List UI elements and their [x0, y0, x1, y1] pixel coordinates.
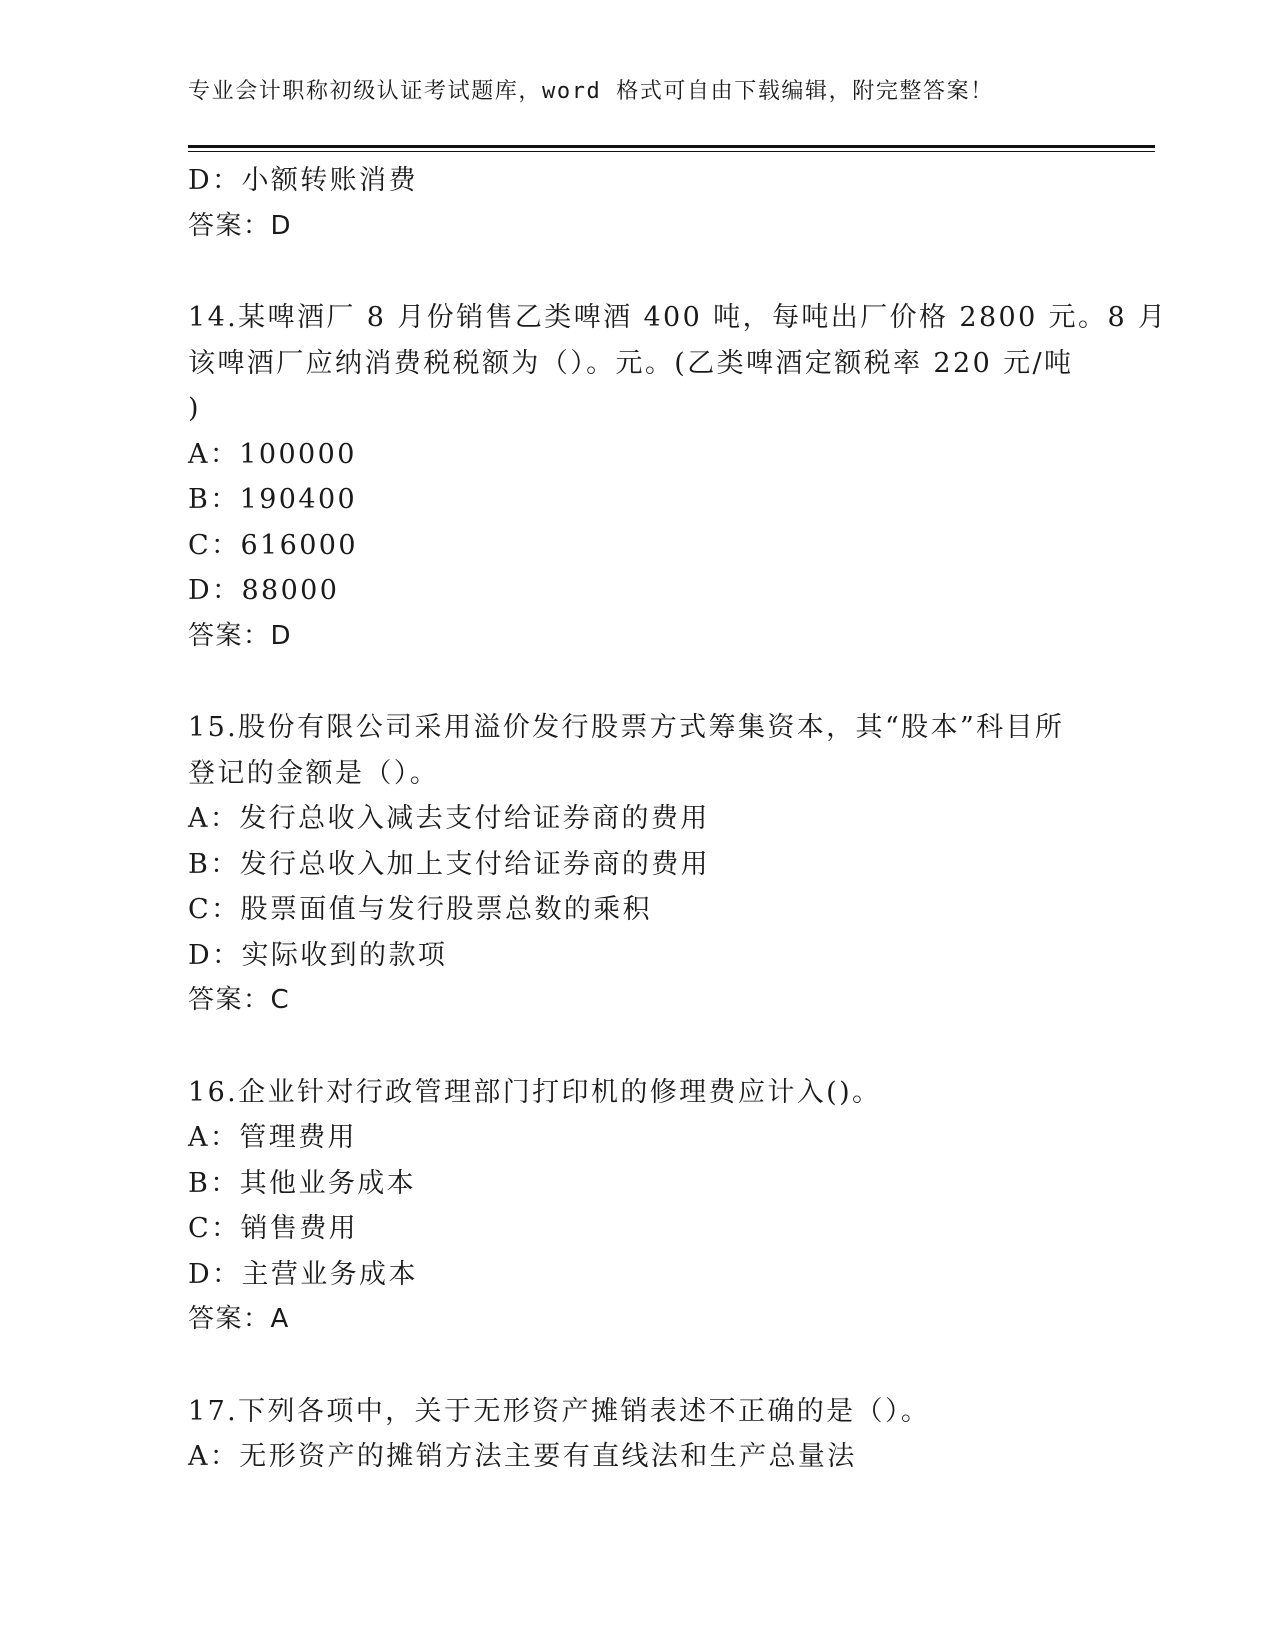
- question-text-line: 17.下列各项中，关于无形资产摊销表述不正确的是（）。: [188, 1395, 931, 1427]
- question-text-line: 该啤酒厂应纳消费税税额为（）。元。(乙类啤酒定额税率 220 元/吨: [188, 347, 1074, 379]
- question-text-line: 15.股份有限公司采用溢价发行股票方式筹集资本，其“股本”科目所: [188, 712, 1065, 743]
- question-text-line: 登记的金额是（）。: [188, 757, 440, 789]
- page-header: 专业会计职称初级认证考试题库，word 格式可自由下载编辑，附完整答案！: [188, 79, 994, 104]
- question-15: [188, 705, 1088, 1024]
- spacer: [188, 1343, 1088, 1389]
- answer: 答案：A: [188, 1304, 290, 1334]
- spacer: [188, 659, 1088, 705]
- option-c: C：销售费用: [188, 1213, 359, 1244]
- page-content: [188, 158, 1168, 1480]
- answer: 答案：D: [188, 210, 293, 241]
- option-c: C：股票面值与发行股票总数的乘积: [188, 894, 653, 925]
- question-16: [188, 1070, 1088, 1343]
- spacer: [188, 1024, 1088, 1070]
- question-text-line: ): [188, 393, 201, 424]
- question-17: [188, 1389, 1088, 1480]
- option-d: D：实际收到的款项: [188, 939, 448, 971]
- answer: 答案：C: [188, 985, 291, 1015]
- header-rule-thick: [188, 145, 1155, 148]
- option-d: D：小额转账消费: [188, 165, 418, 196]
- question-text-line: 16.企业针对行政管理部门打印机的修理费应计入()。: [188, 1076, 882, 1108]
- answer: 答案：D: [188, 620, 293, 651]
- option-b: B：190400: [188, 484, 358, 515]
- option-c: C：616000: [188, 529, 358, 561]
- spacer: [188, 249, 1088, 295]
- option-a: A：管理费用: [188, 1122, 357, 1153]
- option-d: D：88000: [188, 575, 340, 606]
- option-a: A：100000: [188, 438, 357, 470]
- question-14: [188, 295, 1168, 659]
- option-d: D：主营业务成本: [188, 1258, 418, 1290]
- header-rule-thin: [188, 151, 1155, 152]
- question-text-line: 14.某啤酒厂 8 月份销售乙类啤酒 400 吨，每吨出厂价格 2800 元。8 月: [188, 302, 1168, 333]
- option-b: B：其他业务成本: [188, 1167, 417, 1199]
- option-a: A：发行总收入减去支付给证券商的费用: [188, 803, 710, 834]
- option-b: B：发行总收入加上支付给证券商的费用: [188, 848, 711, 880]
- option-a: A：无形资产的摊销方法主要有直线法和生产总量法: [188, 1441, 857, 1472]
